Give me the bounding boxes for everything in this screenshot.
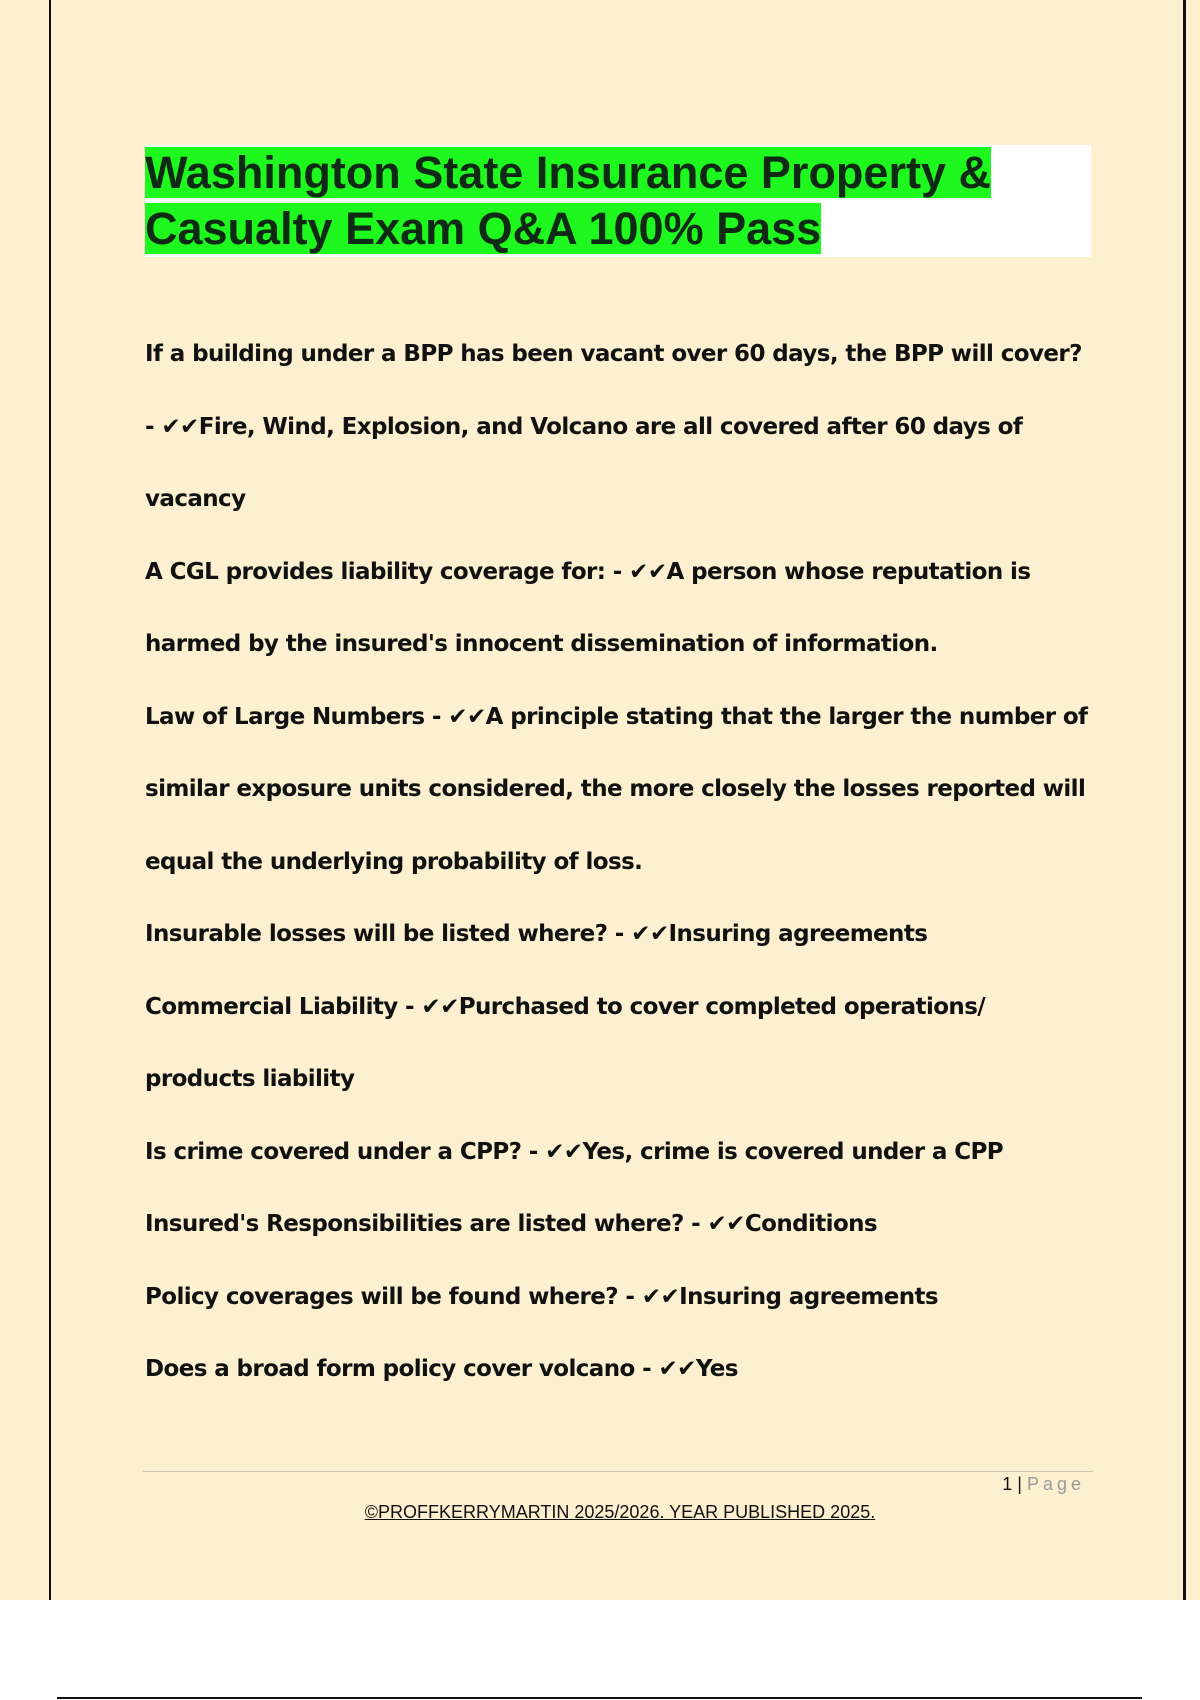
question-text: Law of Large Numbers - [145, 703, 441, 730]
qa-item [145, 1261, 1095, 1334]
document-title [145, 145, 1091, 257]
page-number-value: 1 [1002, 1474, 1013, 1494]
page-number [960, 1474, 1085, 1495]
checkmark-icon: ✔✔ [707, 1211, 745, 1237]
copyright-notice: ©PROFFKERRYMARTIN 2025/2026. YEAR PUBLISHED 2025. [364, 1502, 876, 1522]
bottom-rule [57, 1697, 1142, 1699]
qa-list [145, 318, 1095, 1406]
qa-item [145, 1333, 1095, 1406]
page-border-left [49, 0, 51, 1600]
checkmark-icon: ✔✔ [658, 1356, 696, 1382]
question-text: Insurable losses will be listed where? - [145, 921, 624, 947]
answer-text: Conditions [744, 1211, 878, 1237]
answer-text: Purchased to cover completed operations/ products liability [145, 993, 986, 1092]
checkmark-icon: ✔✔ [448, 703, 486, 730]
title-line-2: Casualty Exam Q&A 100% Pass [145, 203, 822, 254]
question-text: Commercial Liability - [145, 993, 414, 1020]
question-text: Insured's Responsibilities are listed where? - [145, 1211, 701, 1237]
question-text: A CGL provides liability coverage for: - [145, 558, 622, 585]
answer-text: A principle stating that the larger the number of similar exposure units considered, the more closely the losses reported will equal the underlying probability of loss. [145, 703, 1088, 875]
answer-text: Yes [695, 1356, 738, 1382]
checkmark-icon: ✔✔ [631, 921, 669, 947]
checkmark-icon: ✔✔ [161, 413, 199, 440]
answer-text: Insuring agreements [679, 1283, 938, 1310]
qa-item [145, 898, 1095, 971]
page-word: Page [1026, 1474, 1085, 1494]
page-number-separator: | [1017, 1474, 1022, 1494]
qa-item [145, 318, 1095, 536]
qa-item [145, 1188, 1095, 1261]
qa-item [145, 971, 1095, 1116]
question-text: If a building under a BPP has been vacant over 60 days, the BPP will cover? - [145, 341, 1082, 440]
answer-text: Fire, Wind, Explosion, and Volcano are all covered after 60 days of vacancy [145, 413, 1023, 512]
checkmark-icon: ✔✔ [629, 558, 667, 585]
question-text: Does a broad form policy cover volcano - [145, 1356, 652, 1382]
page-border-right [1183, 0, 1186, 1600]
answer-text: A person whose reputation is harmed by the insured's innocent dissemination of information. [145, 558, 1031, 657]
answer-text: Yes, crime is covered under a CPP [582, 1138, 1003, 1165]
qa-item [145, 1116, 1095, 1189]
checkmark-icon: ✔✔ [641, 1283, 680, 1310]
footer-rule [143, 1471, 1093, 1472]
checkmark-icon: ✔✔ [421, 993, 459, 1020]
checkmark-icon: ✔✔ [545, 1138, 583, 1165]
question-text: Policy coverages will be found where? - [145, 1283, 635, 1310]
question-text: Is crime covered under a CPP? - [145, 1138, 538, 1165]
qa-item [145, 536, 1095, 681]
title-line-1: Washington State Insurance Property & [145, 147, 991, 198]
qa-item [145, 681, 1095, 899]
title-box [145, 145, 1091, 257]
answer-text: Insuring agreements [668, 921, 928, 947]
